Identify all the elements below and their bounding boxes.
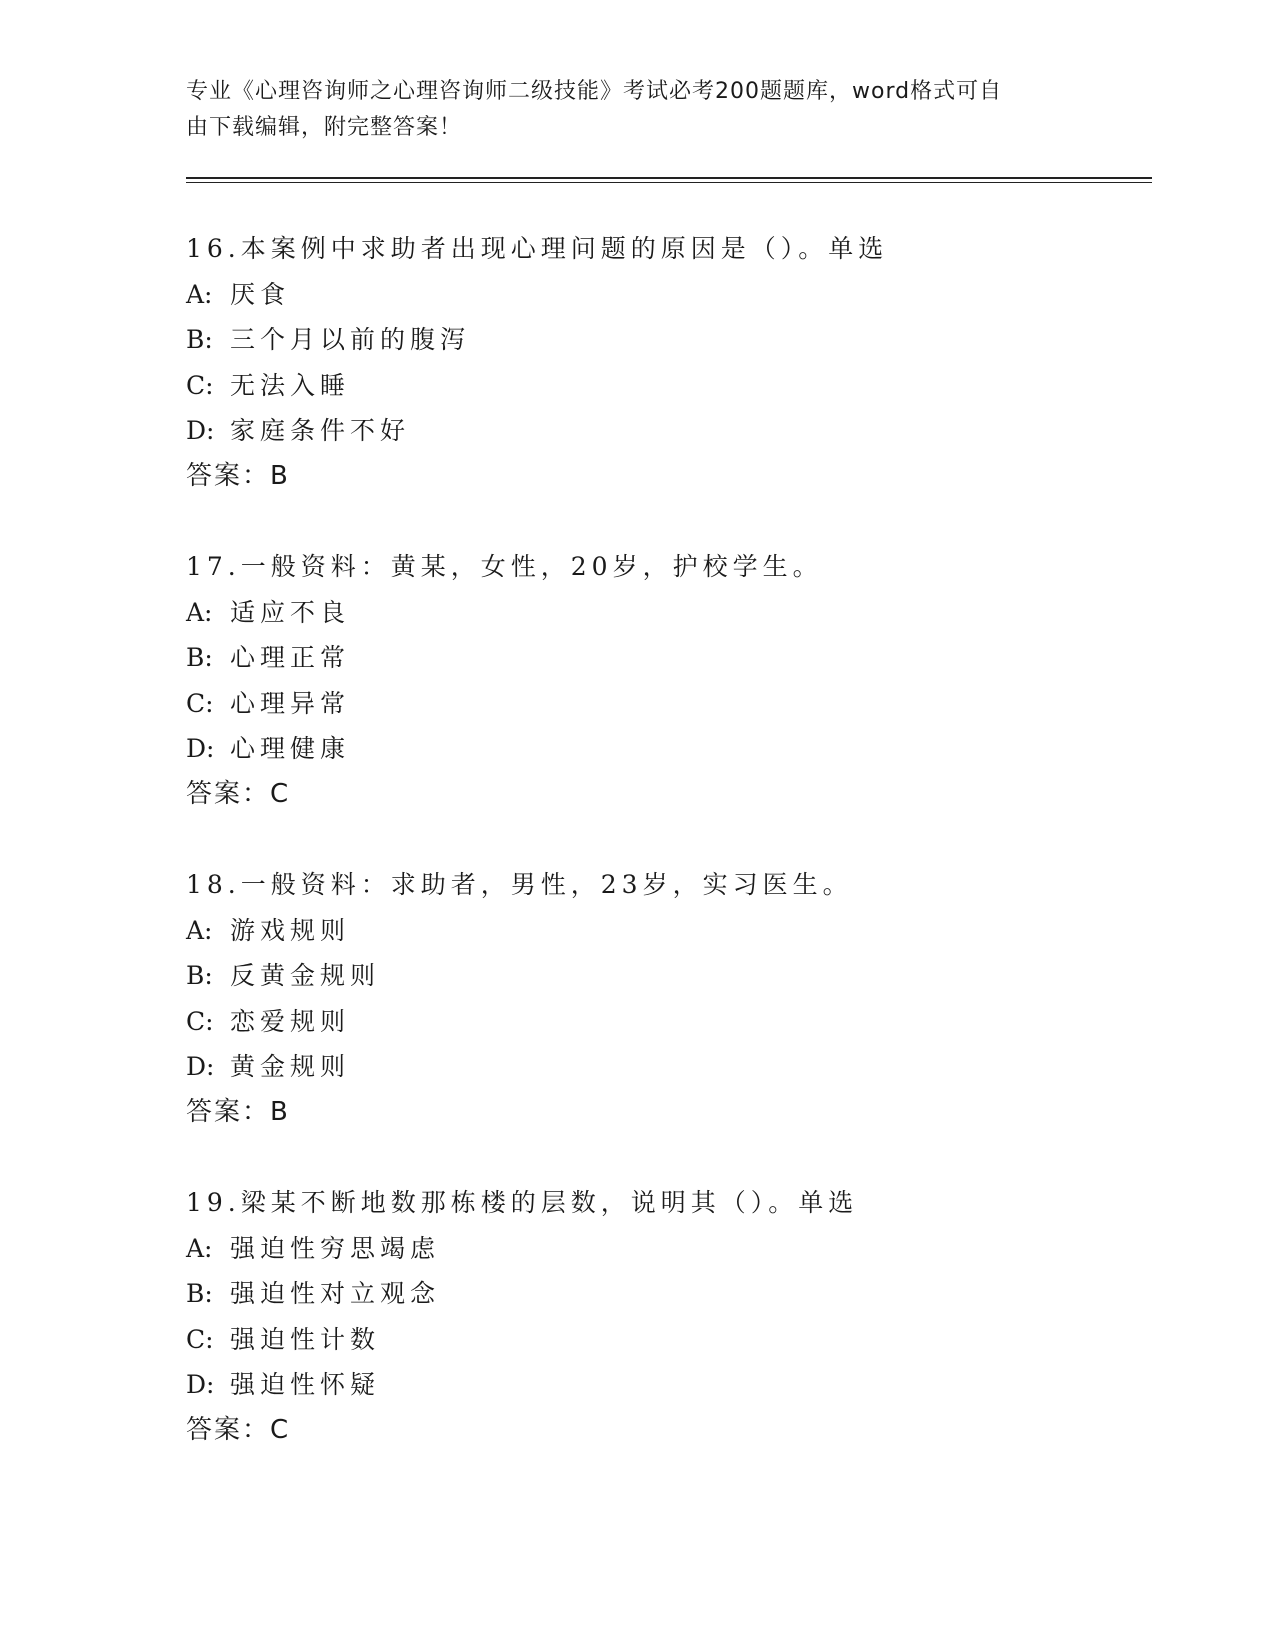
header-line-1: 专业《心理咨询师之心理咨询师二级技能》考试必考200题题库，word格式可自	[186, 79, 1003, 104]
document-header	[186, 74, 1066, 146]
option-letter: C:	[186, 1006, 214, 1036]
question-text: 17.一般资料：黄某，女性，20岁，护校学生。	[186, 552, 823, 581]
question-text: 16.本案例中求助者出现心理问题的原因是（）。单选	[186, 234, 889, 263]
option-text: 适应不良	[230, 597, 351, 627]
question-text: 19.梁某不断地数那栋楼的层数，说明其（）。单选	[186, 1188, 859, 1217]
option-a	[186, 272, 1086, 318]
option-d	[186, 1044, 1086, 1090]
option-letter: D:	[186, 1370, 215, 1399]
option-text: 强迫性计数	[230, 1324, 381, 1354]
option-text: 三个月以前的腹泻	[230, 325, 471, 354]
option-c	[186, 1317, 1086, 1363]
option-text: 反黄金规则	[230, 961, 381, 990]
answer-label: 答案：B	[186, 1096, 290, 1127]
question-16	[186, 226, 1086, 499]
option-letter: C:	[186, 370, 214, 400]
option-letter: B:	[186, 1279, 213, 1308]
header-line-2: 由下载编辑，附完整答案！	[186, 115, 463, 140]
option-c	[186, 363, 1086, 409]
option-text: 强迫性怀疑	[230, 1370, 381, 1399]
answer-label: 答案：B	[186, 460, 290, 491]
option-d	[186, 408, 1086, 454]
option-a	[186, 1226, 1086, 1272]
option-text: 心理异常	[230, 688, 351, 718]
question-17	[186, 544, 1086, 817]
option-text: 家庭条件不好	[230, 416, 411, 445]
option-b	[186, 317, 1086, 363]
option-letter: D:	[186, 416, 215, 445]
option-letter: D:	[186, 1052, 215, 1081]
header-divider-thin	[186, 182, 1152, 183]
question-text: 18.一般资料：求助者，男性，23岁，实习医生。	[186, 870, 853, 899]
option-letter: C:	[186, 688, 214, 718]
option-text: 强迫性对立观念	[230, 1279, 441, 1308]
option-letter: C:	[186, 1324, 214, 1354]
option-text: 强迫性穷思竭虑	[230, 1233, 441, 1263]
header-divider-thick	[186, 177, 1152, 179]
option-letter: B:	[186, 325, 213, 354]
option-a	[186, 590, 1086, 636]
option-d	[186, 1362, 1086, 1408]
option-c	[186, 681, 1086, 727]
option-text: 游戏规则	[230, 915, 351, 945]
answer-label: 答案：C	[186, 778, 291, 809]
option-letter: D:	[186, 734, 215, 763]
option-text: 无法入睡	[230, 370, 351, 400]
option-a	[186, 908, 1086, 954]
question-18	[186, 862, 1086, 1135]
option-letter: A:	[186, 1233, 213, 1263]
option-text: 心理正常	[230, 643, 351, 672]
option-letter: B:	[186, 643, 213, 672]
option-text: 恋爱规则	[230, 1006, 351, 1036]
option-b	[186, 1271, 1086, 1317]
option-letter: A:	[186, 279, 213, 309]
option-c	[186, 999, 1086, 1045]
option-text: 厌食	[230, 279, 291, 309]
option-b	[186, 953, 1086, 999]
question-19	[186, 1180, 1086, 1453]
option-text: 心理健康	[230, 734, 351, 763]
option-d	[186, 726, 1086, 772]
option-letter: B:	[186, 961, 213, 990]
option-letter: A:	[186, 597, 213, 627]
option-text: 黄金规则	[230, 1052, 351, 1081]
option-b	[186, 635, 1086, 681]
option-letter: A:	[186, 915, 213, 945]
answer-label: 答案：C	[186, 1414, 291, 1445]
